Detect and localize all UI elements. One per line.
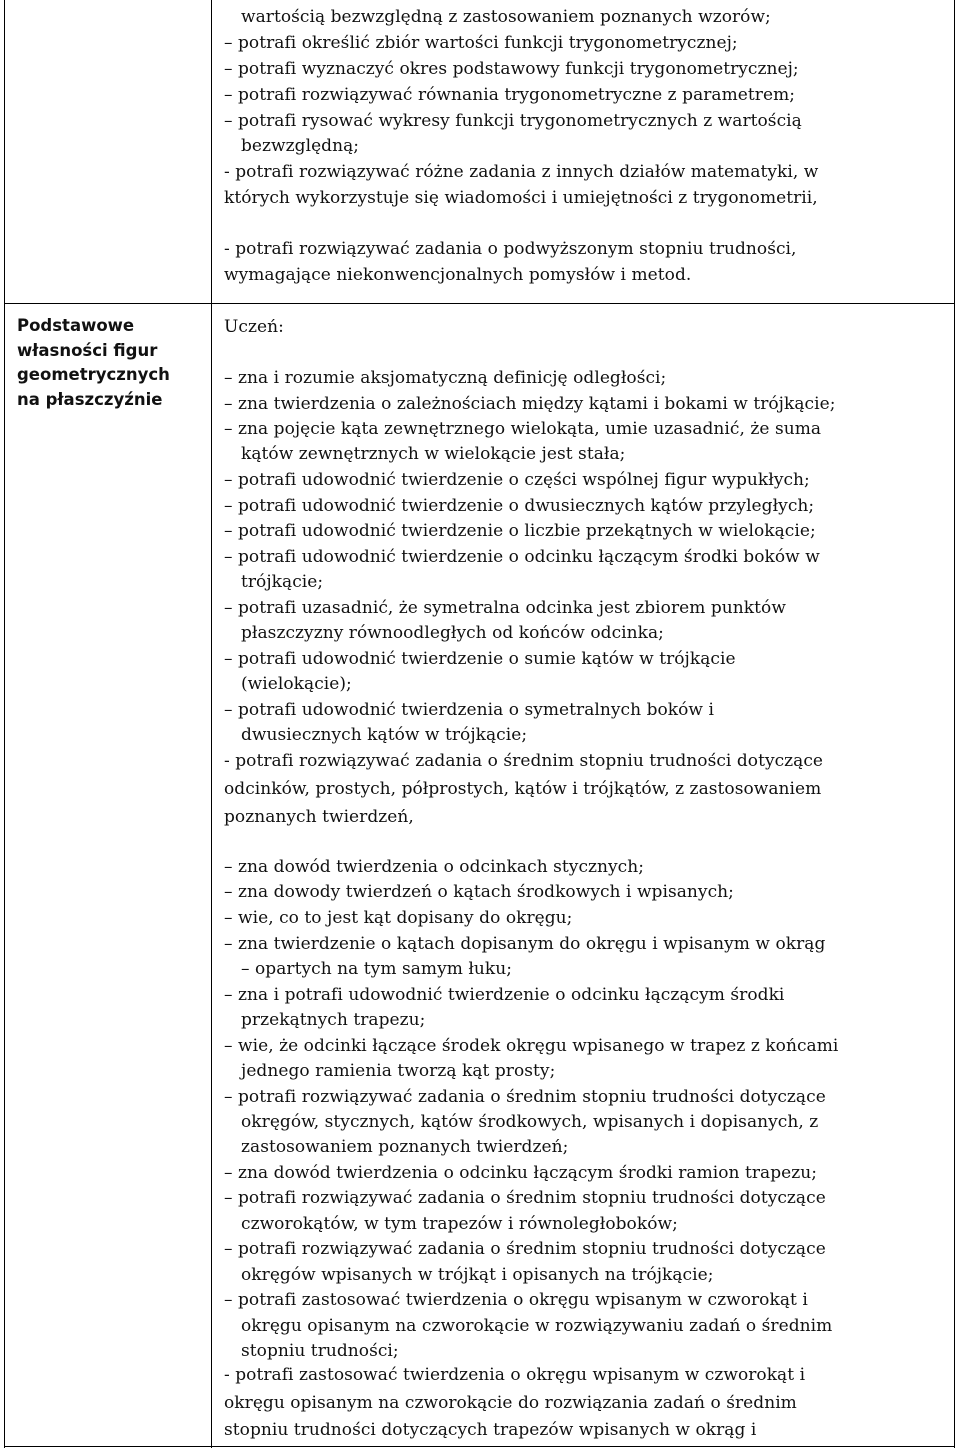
student-heading: Uczeń: [224,317,284,337]
list-item: czworokątów, w tym trapezów i równoległoboków; [241,1214,678,1234]
text-line: - potrafi rozwiązywać różne zadania z innych działów matematyki, w [224,162,819,182]
text-line: – potrafi rysować wykresy funkcji trygonometrycznych z wartością [224,111,802,131]
text-line: – potrafi wyznaczyć okres podstawowy funkcji trygonometrycznej; [224,59,799,79]
list-item: – wie, że odcinki łączące środek okręgu wpisanego w trapez z końcami [224,1036,839,1056]
list-item: trójkącie; [241,572,324,592]
text-line: – potrafi rozwiązywać równania trygonometryczne z parametrem; [224,85,796,105]
list-item: – zna pojęcie kąta zewnętrznego wielokąta, umie uzasadnić, że suma [224,419,822,439]
list-item: – potrafi zastosować twierdzenia o okręgu wpisanym w czworokąt i [224,1290,808,1310]
list-item: stopniu trudności; [241,1341,399,1361]
list-item: odcinków, prostych, półprostych, kątów i trójkątów, z zastosowaniem [224,779,822,799]
table-row-divider [4,303,955,304]
list-item: – zna i rozumie aksjomatyczną definicję odległości; [224,368,667,388]
list-item: dwusiecznych kątów w trójkącie; [241,725,528,745]
table-border-bottom [4,1446,955,1447]
list-item: – zna dowód twierdzenia o odcinkach stycznych; [224,857,645,877]
list-item: okręgu opisanym na czworokącie do rozwiązania zadań o średnim [224,1393,797,1413]
section-label-line: geometrycznych [17,365,170,384]
list-item: – potrafi udowodnić twierdzenie o odcinku łączącym środki boków w [224,547,820,567]
list-item: poznanych twierdzeń, [224,807,414,827]
list-item: jednego ramienia tworzą kąt prosty; [241,1061,556,1081]
list-item: kątów zewnętrznych w wielokącie jest stała; [241,444,626,464]
list-item: – potrafi uzasadnić, że symetralna odcinka jest zbiorem punktów [224,598,786,618]
section-label-line: własności figur [17,340,158,360]
list-item: – potrafi udowodnić twierdzenie o sumie kątów w trójkącie [224,649,736,669]
section-label-line: na płaszczyźnie [17,389,163,409]
text-line: - potrafi rozwiązywać zadania o podwyższonym stopniu trudności, [224,239,797,259]
text-line: wymagające niekonwencjonalnych pomysłów i metod. [224,265,692,285]
section-label [17,314,170,412]
list-item: okręgów, stycznych, kątów środkowych, wpisanych i dopisanych, z [241,1112,819,1132]
list-item: – potrafi udowodnić twierdzenie o dwusiecznych kątów przyległych; [224,496,815,516]
list-item: (wielokącie); [241,674,352,694]
list-item: – zna dowód twierdzenia o odcinku łączącym środki ramion trapezu; [224,1163,818,1183]
list-item: - potrafi rozwiązywać zadania o średnim stopniu trudności dotyczące [224,751,824,771]
list-item: – wie, co to jest kąt dopisany do okręgu; [224,908,573,928]
text-line: wartością bezwzględną z zastosowaniem poznanych wzorów; [241,7,771,27]
list-item: – potrafi rozwiązywać zadania o średnim stopniu trudności dotyczące [224,1087,826,1107]
list-item: – potrafi rozwiązywać zadania o średnim stopniu trudności dotyczące [224,1188,826,1208]
list-item: płaszczyzny równoodległych od końców odcinka; [241,623,664,643]
list-item: przekątnych trapezu; [241,1010,426,1030]
list-item: stopniu trudności dotyczących trapezów wpisanych w okrąg i [224,1420,757,1440]
text-line: których wykorzystuje się wiadomości i umiejętności z trygonometrii, [224,188,818,208]
table-border-middle [211,0,212,1448]
list-item: – potrafi rozwiązywać zadania o średnim stopniu trudności dotyczące [224,1239,826,1259]
list-item: – potrafi udowodnić twierdzenie o liczbie przekątnych w wielokącie; [224,521,816,541]
text-line: – potrafi określić zbiór wartości funkcji trygonometrycznej; [224,33,738,53]
list-item: – zna dowody twierdzeń o kątach środkowych i wpisanych; [224,882,734,902]
list-item: zastosowaniem poznanych twierdzeń; [241,1137,569,1157]
list-item: – zna i potrafi udowodnić twierdzenie o odcinku łączącym środki [224,985,785,1005]
list-item: – zna twierdzenia o zależnościach między kątami i bokami w trójkącie; [224,394,836,414]
text-line: bezwzględną; [241,136,360,156]
list-item: - potrafi zastosować twierdzenia o okręgu wpisanym w czworokąt i [224,1365,806,1385]
list-item: – potrafi udowodnić twierdzenie o części wspólnej figur wypukłych; [224,470,810,490]
section-label-line: Podstawowe [17,316,135,335]
table-border-right [954,0,955,1448]
list-item: – opartych na tym samym łuku; [241,959,513,979]
list-item: okręgów wpisanych w trójkąt i opisanych na trójkącie; [241,1265,714,1285]
table-border-left [4,0,5,1448]
list-item: – zna twierdzenie o kątach dopisanym do okręgu i wpisanym w okrąg [224,934,826,954]
list-item: – potrafi udowodnić twierdzenia o symetralnych boków i [224,700,714,720]
list-item: okręgu opisanym na czworokącie w rozwiązywaniu zadań o średnim [241,1316,833,1336]
